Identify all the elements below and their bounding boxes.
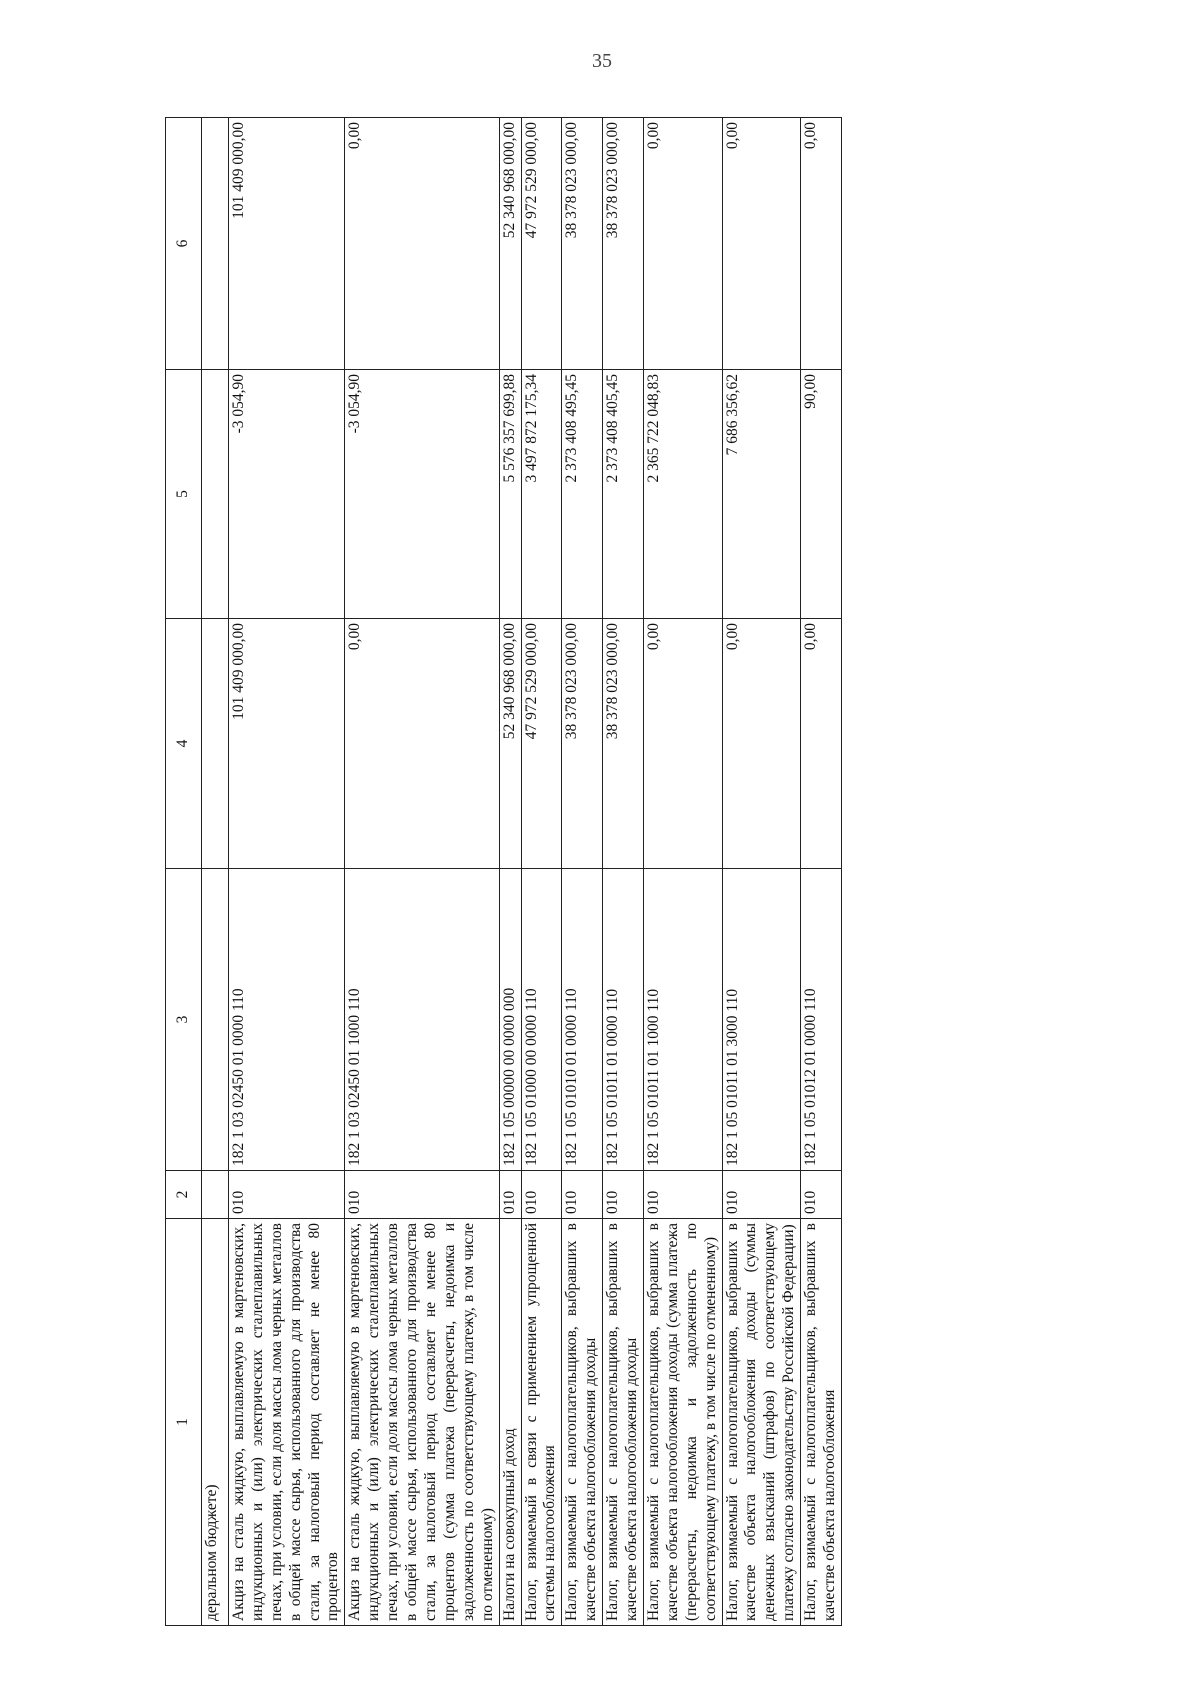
row-name: Налог, взимаемый с налогоплательщиков, выбравших в качестве объекта налогообложения доходы (сумма платежа (перерасчеты, недоимка и задолженность по соответствующему платежу, в том числе по отмененному) <box>643 1219 722 1626</box>
row-executed: 7 686 356,62 <box>722 370 801 619</box>
column-header: 1 <box>166 1219 202 1626</box>
row-forecast: 0,00 <box>722 118 801 370</box>
row-forecast: 52 340 968 000,00 <box>499 118 521 370</box>
row-executed: 3 497 872 175,34 <box>521 370 562 619</box>
column-header: 5 <box>166 370 202 619</box>
row-forecast: 47 972 529 000,00 <box>521 118 562 370</box>
row-line-code: 010 <box>801 1171 842 1219</box>
table-row <box>801 118 842 1626</box>
row-kbk: 182 1 03 02450 01 0000 110 <box>228 869 344 1171</box>
row-executed: -3 054,90 <box>345 370 499 619</box>
row-executed: 5 576 357 699,88 <box>499 370 521 619</box>
column-header: 4 <box>166 619 202 869</box>
row-name: Налог, взимаемый с налогоплательщиков, выбравших в качестве объекта налогообложения доходы (суммы денежных взысканий (штрафов) по соответствующему платежу согласно законодательству Российской Федерации) <box>722 1219 801 1626</box>
row-name: Акциз на сталь жидкую, выплавляемую в мартеновских, индукционных и (или) электрических сталеплавильных печах, при условии, если доля массы лома черных металлов в общей массе сырья, использованного для производства стали, за налоговый период составляет не менее 80 процентов <box>228 1219 344 1626</box>
table-row <box>521 118 562 1626</box>
row-name: Налог, взимаемый с налогоплательщиков, выбравших в качестве объекта налогообложения доходы <box>562 1219 603 1626</box>
row-kbk: 182 1 05 01011 01 3000 110 <box>722 869 801 1171</box>
row-line-code: 010 <box>345 1171 499 1219</box>
row-executed: 2 373 408 405,45 <box>603 370 644 619</box>
row-line-code: 010 <box>603 1171 644 1219</box>
row-approved: 0,00 <box>345 619 499 869</box>
table-row <box>643 118 722 1626</box>
row-kbk: 182 1 05 00000 00 0000 000 <box>499 869 521 1171</box>
row-approved: 52 340 968 000,00 <box>499 619 521 869</box>
row-forecast: 0,00 <box>801 118 842 370</box>
row-approved: 47 972 529 000,00 <box>521 619 562 869</box>
row-name: Налог, взимаемый в связи с применением упрощенной системы налогообложения <box>521 1219 562 1626</box>
table-row <box>345 118 499 1626</box>
row-kbk: 182 1 05 01000 00 0000 110 <box>521 869 562 1171</box>
row-name: Налоги на совокупный доход <box>499 1219 521 1626</box>
page-number: 35 <box>592 50 612 72</box>
column-header: 6 <box>166 118 202 370</box>
row-approved: 0,00 <box>801 619 842 869</box>
row-line-code: 010 <box>643 1171 722 1219</box>
row-kbk: 182 1 05 01011 01 1000 110 <box>643 869 722 1171</box>
row-line-code: 010 <box>562 1171 603 1219</box>
row-name: Налог, взимаемый с налогоплательщиков, выбравших в качестве объекта налогообложения <box>801 1219 842 1626</box>
row-approved: 101 409 000,00 <box>228 619 344 869</box>
row-line-code: 010 <box>521 1171 562 1219</box>
table-row <box>499 118 521 1626</box>
row-line-code: 010 <box>722 1171 801 1219</box>
row-kbk: 182 1 03 02450 01 1000 110 <box>345 869 499 1171</box>
row-line-code: 010 <box>228 1171 344 1219</box>
column-header: 2 <box>166 1171 202 1219</box>
row-kbk: 182 1 05 01010 01 0000 110 <box>562 869 603 1171</box>
continuation-row <box>201 118 228 1626</box>
row-kbk: 182 1 05 01011 01 0000 110 <box>603 869 644 1171</box>
row-forecast: 0,00 <box>345 118 499 370</box>
row-name: Налог, взимаемый с налогоплательщиков, выбравших в качестве объекта налогообложения доходы <box>603 1219 644 1626</box>
row-approved: 0,00 <box>643 619 722 869</box>
row-executed: -3 054,90 <box>228 370 344 619</box>
budget-table <box>165 117 842 1626</box>
row-approved: 0,00 <box>722 619 801 869</box>
column-header: 3 <box>166 869 202 1171</box>
row-forecast: 38 378 023 000,00 <box>562 118 603 370</box>
row-executed: 2 365 722 048,83 <box>643 370 722 619</box>
table-row <box>603 118 644 1626</box>
header-row <box>166 118 202 1626</box>
row-forecast: 101 409 000,00 <box>228 118 344 370</box>
row-approved: 38 378 023 000,00 <box>562 619 603 869</box>
row-executed: 90,00 <box>801 370 842 619</box>
table-row <box>722 118 801 1626</box>
row-forecast: 38 378 023 000,00 <box>603 118 644 370</box>
row-line-code: 010 <box>499 1171 521 1219</box>
row-forecast: 0,00 <box>643 118 722 370</box>
row-approved: 38 378 023 000,00 <box>603 619 644 869</box>
row-kbk: 182 1 05 01012 01 0000 110 <box>801 869 842 1171</box>
table-row <box>228 118 344 1626</box>
row-executed: 2 373 408 495,45 <box>562 370 603 619</box>
row-name: Акциз на сталь жидкую, выплавляемую в мартеновских, индукционных и (или) электрических сталеплавильных печах, при условии, если доля массы лома черных металлов в общей массе сырья, использованного для производства стали, за налоговый период составляет не менее 80 процентов (сумма платежа (перерасчеты, недоимка и задолженность по соответствующему платежу, в том числе по отмененному) <box>345 1219 499 1626</box>
table-row <box>562 118 603 1626</box>
rotated-table-container <box>165 118 1105 1626</box>
continued-text: деральном бюджете) <box>201 1219 228 1626</box>
